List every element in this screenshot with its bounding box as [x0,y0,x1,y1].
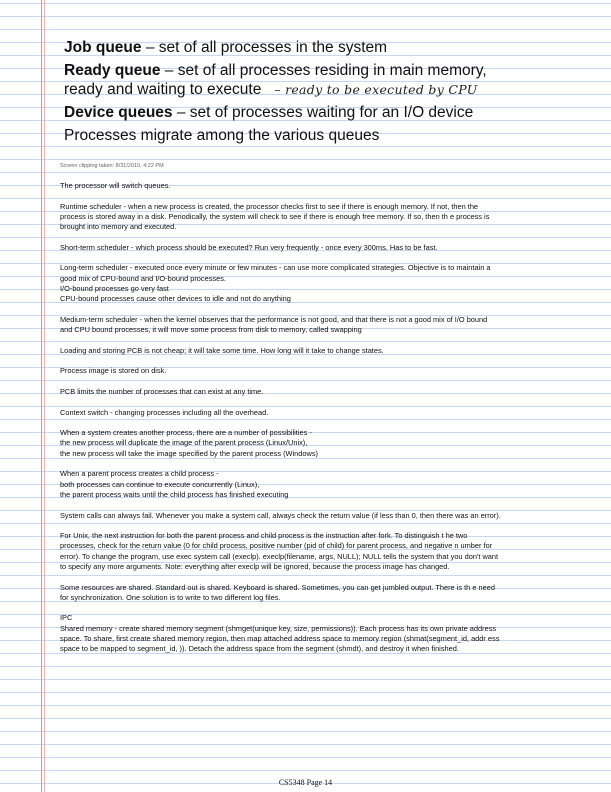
note-paragraph: Context switch - changing processes including all the overhead. [60,407,269,417]
margin-line [41,0,42,792]
slide-line-ready-waiting: ready and waiting to execute – ready to be executed by CPU [64,81,478,98]
note-paragraph: When a system creates another process, there are a number of possibilities - the new process will duplicate the image of the parent process (Linux/Unix), the new process will take the image specified by the parent process (Windows) [60,428,318,458]
slide-line-migrate: Processes migrate among the various queues [64,127,380,144]
slide-line-ready-queue: Ready queue – set of all processes residing in main memory, [64,62,487,79]
note-paragraph: Long-term scheduler - executed once every minute or few minutes - can use more complicated strategies. Objective is to maintain a good mix of CPU-bound and I/O-bound processes. I/O-bound processes go very fast CPU-bound processes cause other devices to idle and not do anything [60,263,491,304]
note-paragraph: Short-term scheduler - which process should be executed? Run very frequently - once every 300ms. Has to be fast. [60,242,438,252]
note-paragraph: Medium-term scheduler - when the kernel observes that the performance is not good, and that there is not a good mix of I/O bound and CPU bound processes, it will move some process from disk to memory, called swapping [60,314,488,335]
note-paragraph: When a parent process creates a child process - both processes can continue to execute concurrently (Linux), the parent process waits until the child process has finished executing [60,469,289,499]
note-paragraph: Runtime scheduler - when a new process is created, the processor checks first to see if there is enough memory. If not, then the process is stored away in a disk. Periodically, the system will check to see if there is enough free memory. If so, then th e process is brought into memory and executed. [60,201,490,232]
notes-body [60,181,550,665]
note-paragraph: For Unix, the next instruction for both the parent process and child process is the instruction after fork. To distinguish t he two processes, check for the return value (0 for child process, positive number (pid of child) for parent process, and negative n umber for error). To change the program, use exec system call (execlp). execlp(filename, args, NULL); NULL tells the system that you don't want to specify any more arguments. Note: everything after execlp will be ignored, because the process image has changed. [60,531,499,571]
note-paragraph: IPC Shared memory - create shared memory segment (shmget(unique key, size, permissions)). Each process has its own private address space. To share, first create shared memory region, then map attached address space to memory region (shmat(segment_id, addr ess space to be mapped to segment_id, )). Detach the address space from the segment (shmdt), and destroy it when finished. [60,613,500,654]
note-paragraph: Some resources are shared. Standard out is shared. Keyboard is shared. Sometimes, you can get jumbled output. There is th e need for synchronization. One solution is to write to two different log files. [60,582,495,602]
margin-line-inner [44,0,45,792]
page-footer: CS5348 Page 14 [278,778,333,787]
slide-line-job-queue: Job queue – set of all processes in the system [64,39,388,56]
note-paragraph: Process image is stored on disk. [60,366,167,376]
clipping-timestamp: Screen clipping taken: 8/31/2010, 4:22 PM [60,163,164,169]
slide-clipping [64,38,487,149]
handwritten-annotation: – ready to be executed by CPU [274,82,478,97]
note-paragraph: Loading and storing PCB is not cheap; it will take some time. How long will it take to change states. [60,345,384,355]
note-paragraph: System calls can always fail. Whenever you make a system call, always check the return value (if less than 0, then there was an error). [60,510,501,520]
slide-line-device-queues: Device queues – set of processes waiting for an I/O device [64,104,474,121]
note-paragraph: PCB limits the number of processes that can exist at any time. [60,386,264,396]
note-paragraph: The processor will switch queues. [60,181,171,190]
